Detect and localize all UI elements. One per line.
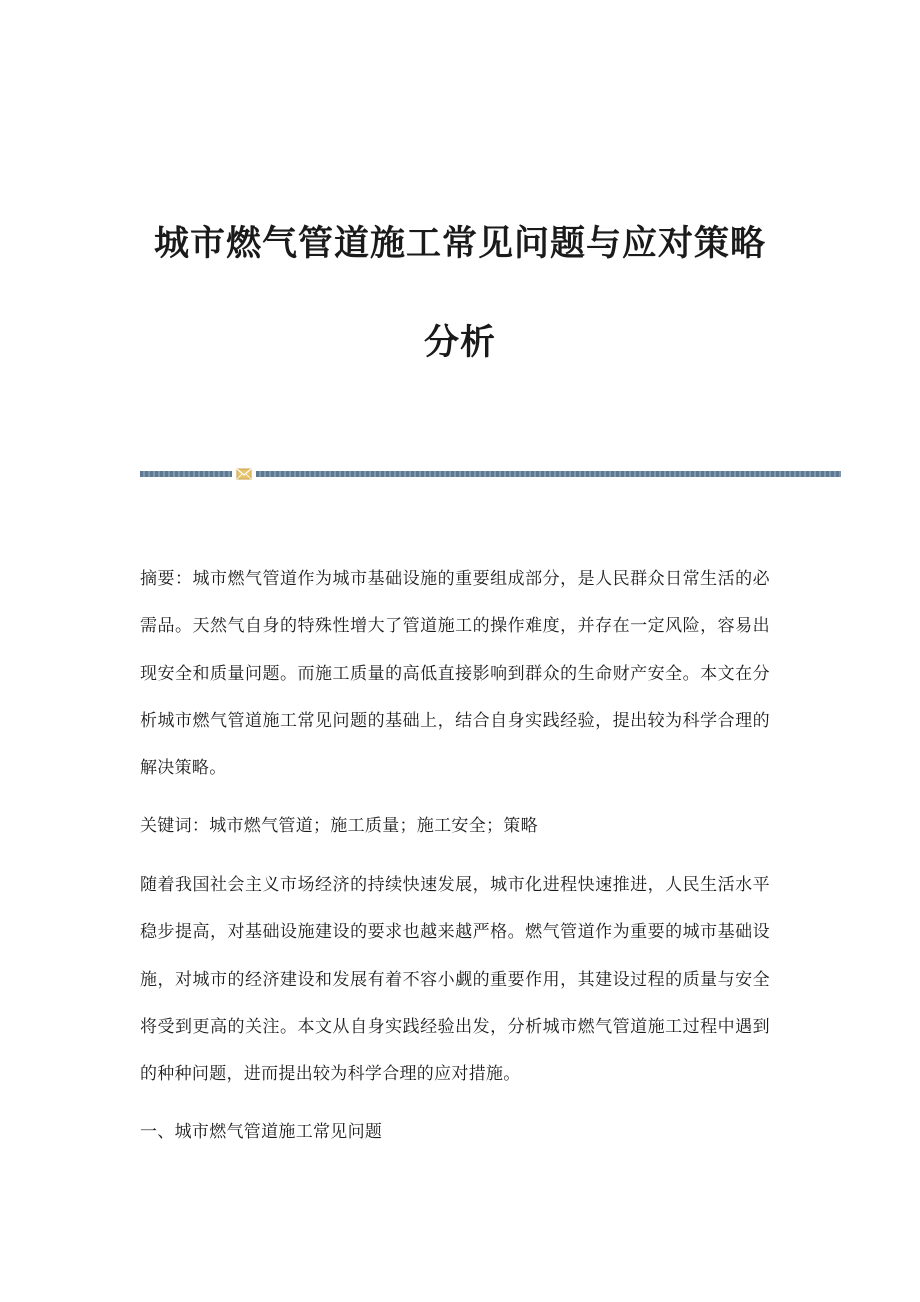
abstract-paragraph: 摘要：城市燃气管道作为城市基础设施的重要组成部分，是人民群众日常生活的必需品。天然气自身的特殊性增大了管道施工的操作难度，并存在一定风险，容易出现安全和质量问题。而施工质量的高低直接影响到群众的生命财产安全。本文在分析城市燃气管道施工常见问题的基础上，结合自身实践经验，提出较为科学合理的解决策略。	[140, 569, 770, 779]
envelope-icon	[236, 467, 252, 481]
document-title-line-2: 分析	[423, 322, 496, 363]
divider-bar-left	[140, 471, 232, 477]
title-divider	[140, 467, 841, 481]
divider-bar-right	[256, 471, 841, 477]
section-heading: 一、城市燃气管道施工常见问题	[140, 1122, 383, 1142]
keywords-paragraph: 关键词：城市燃气管道；施工质量；施工安全；策略	[140, 816, 538, 836]
document-title-line-1: 城市燃气管道施工常见问题与应对策略	[153, 223, 766, 264]
introduction-paragraph: 随着我国社会主义市场经济的持续快速发展，城市化进程快速推进，人民生活水平稳步提高，对基础设施建设的要求也越来越严格。燃气管道作为重要的城市基础设施，对城市的经济建设和发展有着不容小觑的重要作用，其建设过程的质量与安全将受到更高的关注。本文从自身实践经验出发，分析城市燃气管道施工过程中遇到的种种问题，进而提出较为科学合理的应对措施。	[140, 875, 770, 1085]
